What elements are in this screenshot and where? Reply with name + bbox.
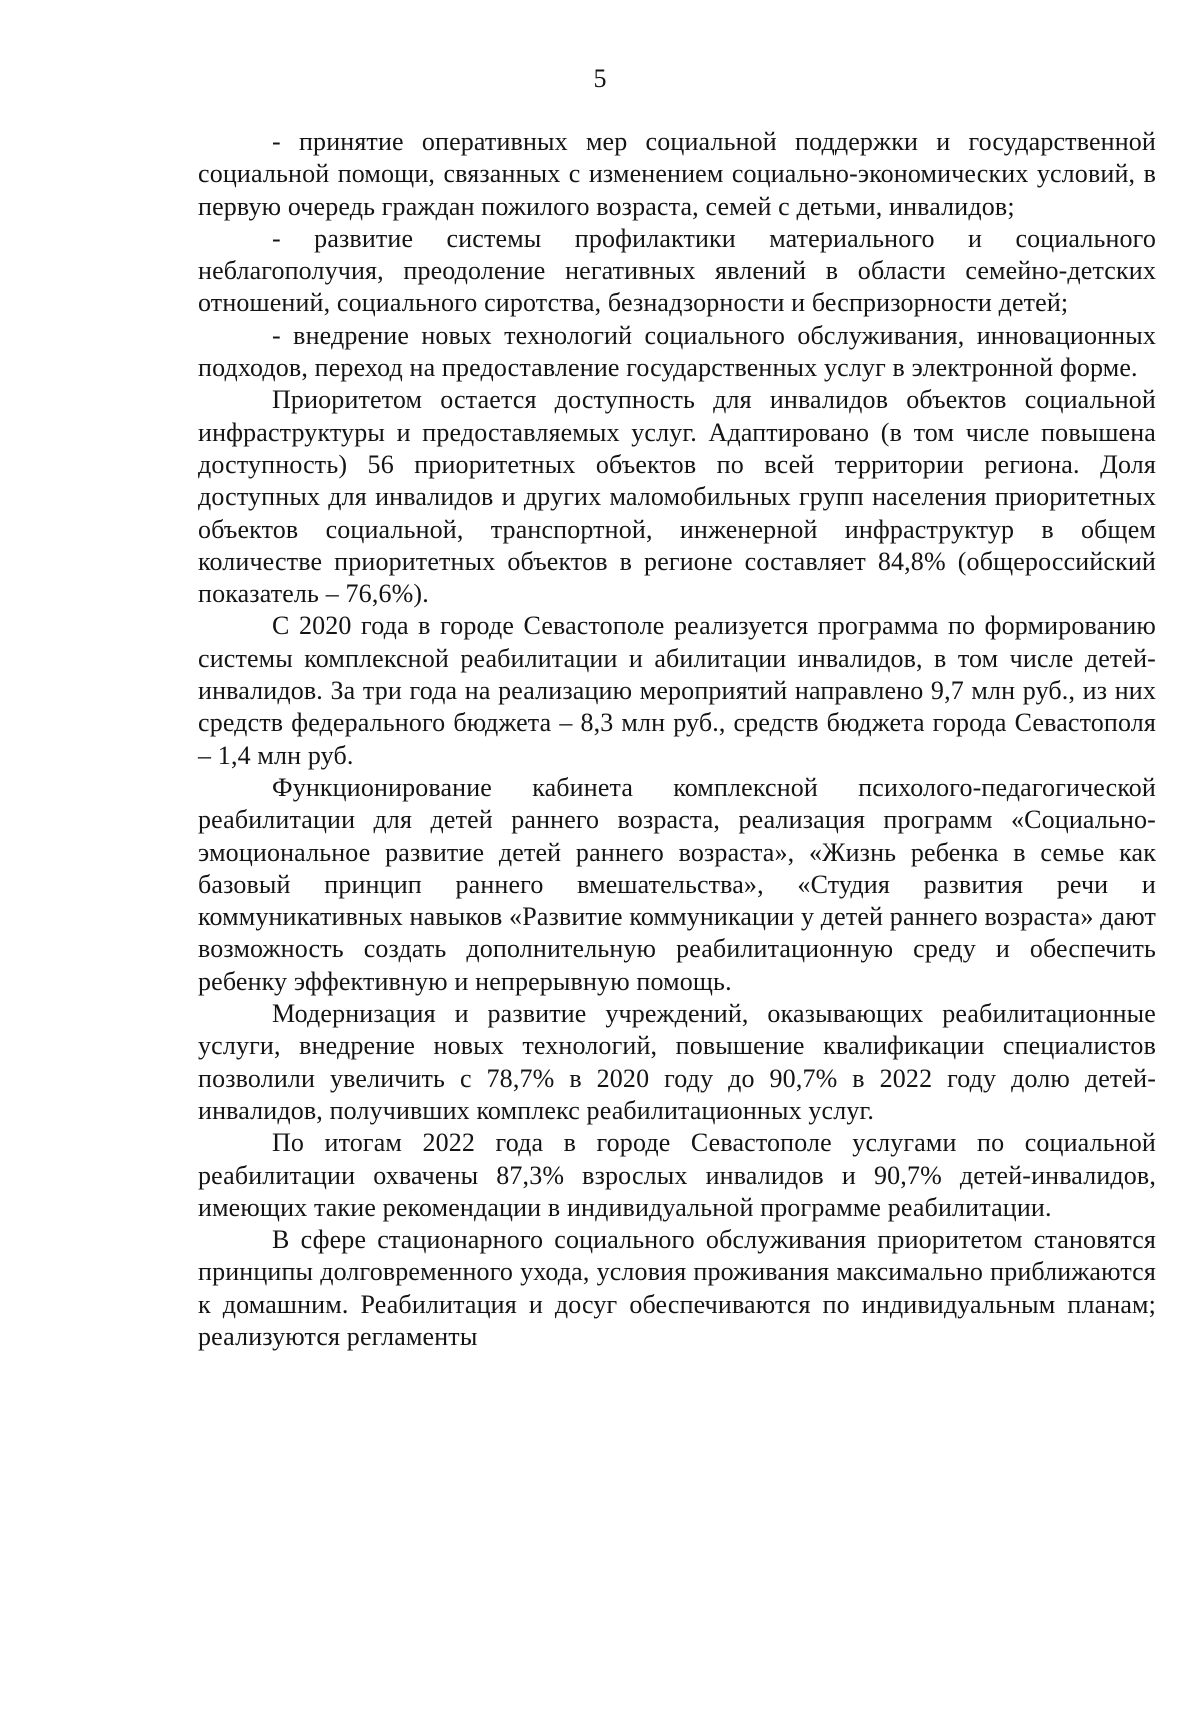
document-body (198, 126, 1156, 1353)
paragraph-modernization: Модернизация и развитие учреждений, оказывающих реабилитационные услуги, внедрение новых технологий, повышение квалификации специалистов позволили увеличить с 78,7% в 2020 году до 90,7% в 2022 году долю детей-инвалидов, получивших комплекс реабилитационных услуг. (198, 999, 1156, 1125)
paragraph-new-technologies: - внедрение новых технологий социального обслуживания, инновационных подходов, переход на предоставление государственных услуг в электронной форме. (198, 320, 1156, 383)
paragraph-rehabilitation-program: С 2020 года в городе Севастополе реализуется программа по формированию системы комплексной реабилитации и абилитации инвалидов, в том числе детей-инвалидов. За три года на реализацию мероприятий направлено 9,7 млн руб., из них средств федерального бюджета – 8,3 млн руб., средств бюджета города Севастополя – 1,4 млн руб. (198, 611, 1156, 770)
paragraph-social-support-measures: - принятие оперативных мер социальной поддержки и государственной социальной помощи, связанных с изменением социально-экономических условий, в первую очередь граждан пожилого возраста, семей с детьми, инвалидов; (198, 127, 1156, 221)
paragraph-early-age-rehabilitation: Функционирование кабинета комплексной психолого-педагогической реабилитации для детей раннего возраста, реализация программ «Социально-эмоциональное развитие детей раннего возраста», «Жизнь ребенка в семье как базовый принцип раннего вмешательства», «Студия развития речи и коммуникативных навыков «Развитие коммуникации у детей раннего возраста» дают возможность создать дополнительную реабилитационную среду и обеспечить ребенку эффективную и непрерывную помощь. (198, 772, 1156, 996)
paragraph-accessibility-priority: Приоритетом остается доступность для инвалидов объектов социальной инфраструктуры и предоставляемых услуг. Адаптировано (в том числе повышена доступность) 56 приоритетных объектов по всей территории региона. Доля доступных для инвалидов и других маломобильных групп населения приоритетных объектов социальной, транспортной, инженерной инфраструктур в общем количестве приоритетных объектов в регионе составляет 84,8% (общероссийский показатель – 76,6%). (198, 385, 1156, 609)
paragraph-2022-results: По итогам 2022 года в городе Севастополе услугами по социальной реабилитации охвачены 87,3% взрослых инвалидов и 90,7% детей-инвалидов, имеющих такие рекомендации в индивидуальной программе реабилитации. (198, 1128, 1156, 1222)
paragraph-inpatient-services: В сфере стационарного социального обслуживания приоритетом становятся принципы долговременного ухода, условия проживания максимально приближаются к домашним. Реабилитация и досуг обеспечиваются по индивидуальным планам; реализуются регламенты (198, 1225, 1156, 1351)
paragraph-prevention-system: - развитие системы профилактики материального и социального неблагополучия, преодоление негативных явлений в области семейно-детских отношений, социального сиротства, безнадзорности и беспризорности детей; (198, 223, 1156, 318)
page-number: 5 (593, 64, 607, 93)
